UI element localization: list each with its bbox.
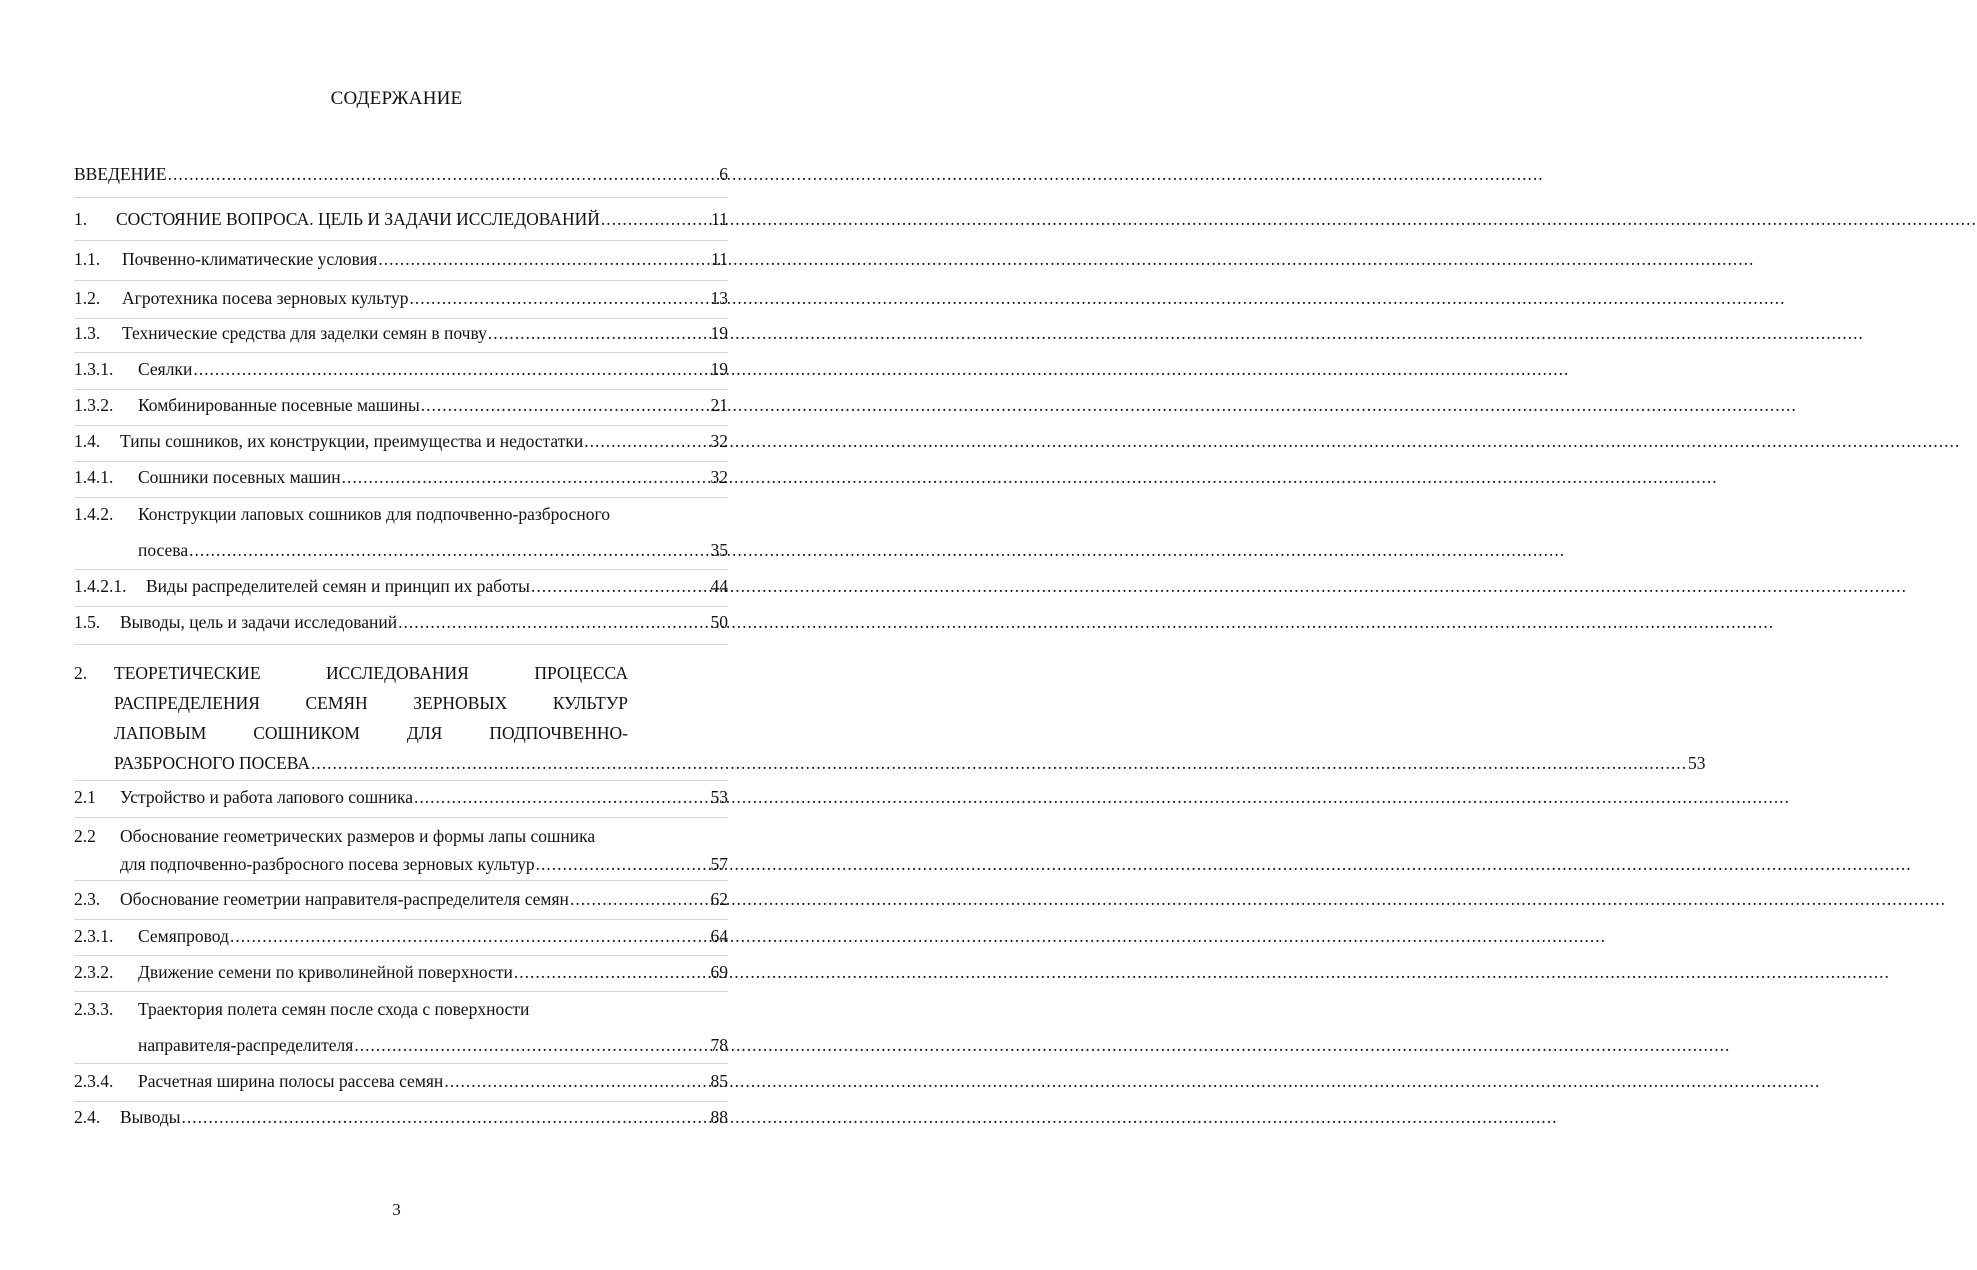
toc-entry-text: Траектория полета семян после схода с поверхности bbox=[138, 999, 530, 1019]
toc-entry-page: 32 bbox=[710, 431, 728, 451]
toc-entry-introduction bbox=[74, 163, 728, 185]
toc-entry-2-1 bbox=[74, 786, 728, 808]
toc-entry-2-4 bbox=[74, 1106, 728, 1128]
toc-entry-number: 1. bbox=[74, 209, 88, 229]
toc-entry-1-3-1 bbox=[74, 358, 728, 380]
divider bbox=[74, 318, 728, 319]
toc-entry-1-1 bbox=[74, 248, 728, 270]
toc-entry-number: 2.3.4. bbox=[74, 1071, 114, 1091]
toc-entry-text: Конструкции лаповых сошников для подпочвенно-разбросного bbox=[138, 504, 610, 524]
toc-entry-page: 53 bbox=[1688, 753, 1706, 773]
toc-entry-number: 2.3. bbox=[74, 889, 101, 909]
toc-entry-text: Устройство и работа лапового сошника bbox=[120, 787, 414, 807]
divider bbox=[74, 352, 728, 353]
toc-entry-1-4 bbox=[74, 430, 728, 452]
toc-heading-line bbox=[114, 748, 1706, 778]
toc-leader-dots bbox=[189, 539, 709, 561]
toc-entry-text: Обоснование геометрических размеров и формы лапы сошника bbox=[120, 826, 596, 846]
divider bbox=[74, 919, 728, 920]
heading-word: СОШНИКОМ bbox=[253, 723, 360, 743]
heading-word: ТЕОРЕТИЧЕСКИЕ bbox=[114, 663, 261, 683]
toc-entry-page: 19 bbox=[710, 359, 728, 379]
toc-entry-2-3-2 bbox=[74, 961, 728, 983]
toc-entry-1-2 bbox=[74, 287, 728, 309]
heading-word: СЕМЯН bbox=[305, 693, 368, 713]
toc-leader-dots bbox=[414, 786, 709, 808]
toc-entry-number: 1.4. bbox=[74, 431, 101, 451]
toc-entry-2-3-1 bbox=[74, 925, 728, 947]
toc-entry-page: 78 bbox=[710, 1035, 728, 1055]
toc-entry-text: Технические средства для заделки семян в почву bbox=[122, 323, 487, 343]
toc-leader-dots bbox=[444, 1070, 709, 1092]
toc-entry-text: Сеялки bbox=[138, 359, 193, 379]
heading-word: ЗЕРНОВЫХ bbox=[413, 693, 508, 713]
divider bbox=[74, 780, 728, 781]
toc-entry-number: 1.4.1. bbox=[74, 467, 114, 487]
toc-entry-number: 2.2 bbox=[74, 826, 96, 846]
toc-entry-2-3-4 bbox=[74, 1070, 728, 1092]
toc-entry-1-4-1 bbox=[74, 466, 728, 488]
page-title: СОДЕРЖАНИЕ bbox=[330, 88, 463, 109]
toc-entry-page: 69 bbox=[710, 962, 728, 982]
divider bbox=[74, 955, 728, 956]
divider bbox=[74, 197, 728, 198]
divider bbox=[74, 817, 728, 818]
toc-leader-dots bbox=[514, 961, 710, 983]
toc-entry-1-5 bbox=[74, 611, 728, 633]
toc-heading-line bbox=[114, 688, 628, 718]
heading-word: ПОДПОЧВЕННО- bbox=[489, 723, 628, 743]
toc-entry-page: 64 bbox=[710, 926, 728, 946]
divider bbox=[74, 461, 728, 462]
toc-entry-1-4-2-1 bbox=[74, 575, 728, 597]
divider bbox=[74, 991, 728, 992]
toc-entry-page: 21 bbox=[710, 395, 728, 415]
toc-leader-dots bbox=[378, 248, 710, 270]
toc-leader-dots bbox=[570, 888, 710, 910]
toc-entry-page: 53 bbox=[710, 787, 728, 807]
toc-entry-2 bbox=[74, 658, 1706, 778]
toc-leader-dots bbox=[601, 208, 710, 230]
toc-entry-text: Расчетная ширина полосы рассева семян bbox=[138, 1071, 444, 1091]
toc-entry-text: Почвенно-климатические условия bbox=[122, 249, 378, 269]
toc-leader-dots bbox=[230, 925, 710, 947]
toc-entry-text: Выводы bbox=[120, 1107, 181, 1127]
heading-word: ПРОЦЕССА bbox=[534, 663, 628, 683]
toc-entry-text-continued: посева bbox=[138, 540, 189, 560]
toc-entry-1 bbox=[74, 208, 728, 230]
toc-entry-page: 6 bbox=[719, 164, 728, 184]
toc-entry-number: 1.1. bbox=[74, 249, 101, 269]
divider bbox=[74, 569, 728, 570]
toc-leader-dots bbox=[398, 611, 709, 633]
toc-entry-number: 2. bbox=[74, 663, 88, 683]
toc-heading-line bbox=[114, 718, 628, 748]
heading-word: РАСПРЕДЕЛЕНИЯ bbox=[114, 693, 260, 713]
toc-leader-dots bbox=[536, 850, 710, 878]
divider bbox=[74, 606, 728, 607]
toc-entry-text: Обоснование геометрии направителя-распределителя семян bbox=[120, 889, 569, 909]
toc-entry-number: 1.3.1. bbox=[74, 359, 114, 379]
toc-entry-text: Типы сошников, их конструкции, преимущества и недостатки bbox=[120, 431, 584, 451]
toc-entry-2-3 bbox=[74, 888, 728, 910]
toc-entry-number: 1.2. bbox=[74, 288, 101, 308]
divider bbox=[74, 880, 728, 881]
toc-leader-dots bbox=[488, 322, 710, 344]
toc-entry-number: 1.3. bbox=[74, 323, 101, 343]
toc-entry-text: Движение семени по криволинейной поверхности bbox=[138, 962, 513, 982]
toc-entry-number: 2.3.2. bbox=[74, 962, 114, 982]
toc-leader-dots bbox=[584, 430, 709, 452]
toc-leader-dots bbox=[311, 748, 1687, 778]
toc-entry-page: 57 bbox=[710, 854, 728, 874]
divider bbox=[74, 240, 728, 241]
divider bbox=[74, 644, 728, 645]
toc-entry-1-3-2 bbox=[74, 394, 728, 416]
toc-heading-line bbox=[114, 658, 628, 688]
divider bbox=[74, 1063, 728, 1064]
divider bbox=[74, 280, 728, 281]
toc-entry-2-3-3 bbox=[74, 998, 728, 1056]
toc-entry-text: СОСТОЯНИЕ ВОПРОСА. ЦЕЛЬ И ЗАДАЧИ ИССЛЕДОВАНИЙ bbox=[116, 209, 600, 229]
heading-word: КУЛЬТУР bbox=[552, 693, 628, 713]
toc-entry-page: 13 bbox=[710, 288, 728, 308]
divider bbox=[74, 389, 728, 390]
toc-entry-number: 2.1 bbox=[74, 787, 96, 807]
page-number: 3 bbox=[392, 1200, 401, 1219]
toc-entry-page: 62 bbox=[710, 889, 728, 909]
toc-entry-text: РАЗБРОСНОГО ПОСЕВА bbox=[114, 753, 311, 773]
toc-leader-dots bbox=[421, 394, 710, 416]
toc-entry-page: 19 bbox=[710, 323, 728, 343]
toc-entry-text: Агротехника посева зерновых культур bbox=[122, 288, 409, 308]
toc-entry-text-continued: для подпочвенно-разбросного посева зерновых культур bbox=[120, 854, 535, 874]
toc-entry-number: 1.4.2.1. bbox=[74, 576, 127, 596]
toc-entry-page: 11 bbox=[711, 249, 728, 269]
toc-entry-text: Виды распределителей семян и принцип их работы bbox=[146, 576, 530, 596]
toc-entry-text-continued: направителя-распределителя bbox=[138, 1035, 354, 1055]
heading-word: ДЛЯ bbox=[406, 723, 443, 743]
toc-entry-1-4-2 bbox=[74, 503, 728, 561]
toc-leader-dots bbox=[168, 163, 719, 185]
toc-entry-number: 2.3.1. bbox=[74, 926, 114, 946]
toc-leader-dots bbox=[193, 358, 709, 380]
toc-entry-page: 85 bbox=[710, 1071, 728, 1091]
divider bbox=[74, 425, 728, 426]
toc-entry-number: 1.5. bbox=[74, 612, 101, 632]
toc-entry-text: Выводы, цель и задачи исследований bbox=[120, 612, 398, 632]
toc-leader-dots bbox=[531, 575, 710, 597]
toc-entry-number: 1.4.2. bbox=[74, 504, 114, 524]
toc-entry-page: 50 bbox=[710, 612, 728, 632]
heading-word: ИССЛЕДОВАНИЯ bbox=[326, 663, 469, 683]
toc-entry-page: 44 bbox=[710, 576, 728, 596]
toc-entry-page: 32 bbox=[710, 467, 728, 487]
toc-leader-dots bbox=[354, 1034, 709, 1056]
toc-entry-text: Сошники посевных машин bbox=[138, 467, 341, 487]
toc-leader-dots bbox=[410, 287, 710, 309]
toc-entry-number: 1.3.2. bbox=[74, 395, 114, 415]
toc-entry-1-3 bbox=[74, 322, 728, 344]
toc-entry-page: 11 bbox=[711, 209, 728, 229]
toc-entry-text: Семяпровод bbox=[138, 926, 229, 946]
divider bbox=[74, 497, 728, 498]
toc-entry-page: 35 bbox=[710, 540, 728, 560]
divider bbox=[74, 1101, 728, 1102]
toc-entry-text: ВВЕДЕНИЕ bbox=[74, 164, 167, 184]
toc-leader-dots bbox=[342, 466, 710, 488]
heading-word: ЛАПОВЫМ bbox=[114, 723, 207, 743]
toc-entry-text: Комбинированные посевные машины bbox=[138, 395, 420, 415]
toc-entry-2-2 bbox=[74, 822, 728, 878]
toc-entry-page: 88 bbox=[710, 1107, 728, 1127]
toc-entry-number: 2.3.3. bbox=[74, 999, 114, 1019]
toc-leader-dots bbox=[181, 1106, 709, 1128]
toc-entry-number: 2.4. bbox=[74, 1107, 101, 1127]
